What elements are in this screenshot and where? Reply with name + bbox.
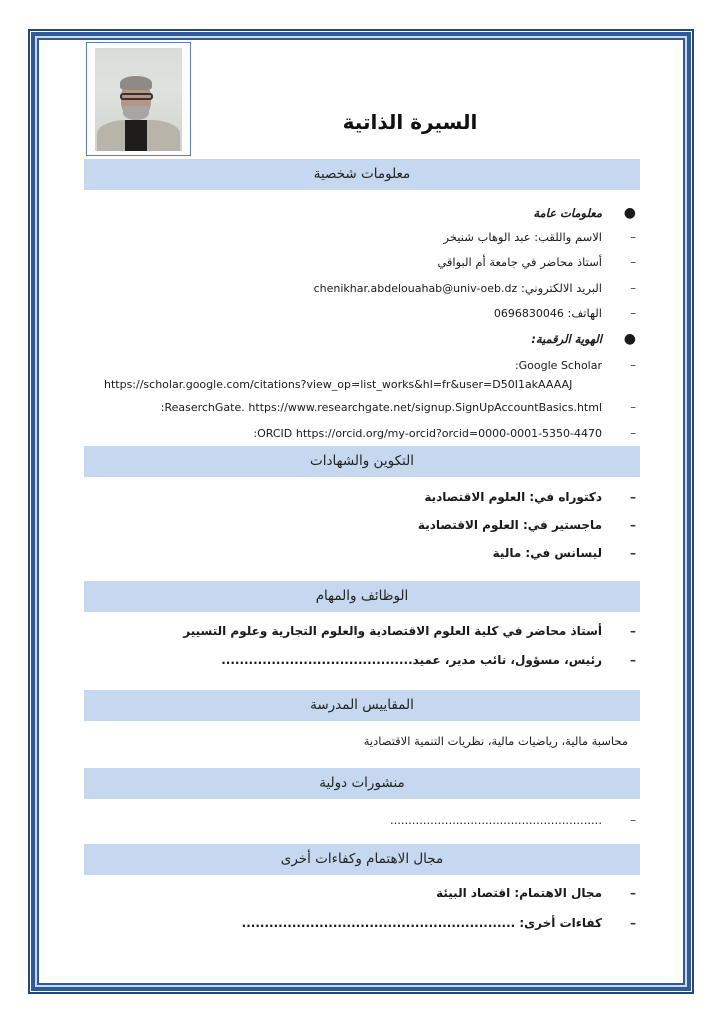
email-label: البريد الالكتروني: <box>520 281 602 295</box>
dash-icon: – <box>630 624 636 638</box>
job-text: أستاذ محاضر في كلية العلوم الاقتصادية والعلوم التجارية وعلوم التسيير <box>183 624 602 638</box>
dash-icon: – <box>630 426 636 440</box>
list-item-orcid <box>253 426 636 440</box>
dash-icon: – <box>630 916 636 930</box>
section-title: المقاييس المدرسة <box>310 697 414 713</box>
skills-text: كفاءات أخرى: ............................................................ <box>241 916 602 930</box>
list-item <box>390 813 636 827</box>
orcid-label: :ORCID <box>253 427 293 440</box>
dash-icon: – <box>630 653 636 667</box>
degree-text: دكتوراه في: العلوم الاقتصادية <box>424 490 602 504</box>
dash-icon: – <box>630 230 636 244</box>
list-item <box>424 490 636 504</box>
dash-icon: – <box>630 886 636 900</box>
degree-text: ماجستير في: العلوم الاقتصادية <box>417 518 602 532</box>
dash-icon: – <box>630 281 636 295</box>
dash-icon: – <box>630 518 636 532</box>
photo-collar <box>125 120 147 151</box>
section-title: منشورات دولية <box>319 775 405 791</box>
list-item-researchgate <box>161 400 636 414</box>
list-item <box>493 546 636 560</box>
dash-icon: – <box>630 306 636 320</box>
general-info-label: معلومات عامة <box>533 206 602 220</box>
profile-photo <box>95 48 182 151</box>
dash-icon: – <box>630 255 636 269</box>
section-header-interests <box>84 844 640 875</box>
dash-icon: – <box>630 813 636 827</box>
section-header-publications <box>84 768 640 799</box>
email-link[interactable]: chenikhar.abdelouahab@univ-oeb.dz <box>313 282 518 295</box>
section-title: التكوين والشهادات <box>310 453 414 469</box>
list-item <box>418 518 636 532</box>
list-item-position <box>437 255 636 269</box>
job-text: رئيس، مسؤول، نائب مدير، عميد.......................................... <box>221 653 602 667</box>
photo-beard <box>123 106 149 120</box>
bullet-icon: ● <box>623 205 636 221</box>
google-scholar-label: :Google Scholar <box>514 359 602 372</box>
digital-id-label: الهوية الرقمية: <box>531 332 602 346</box>
dash-icon: – <box>630 358 636 372</box>
courses-text: محاسبة مالية، رياضيات مالية، نظريات التنمية الاقتصادية <box>363 734 628 748</box>
dash-icon: – <box>630 400 636 414</box>
list-item-google-scholar <box>515 358 636 372</box>
list-item-phone <box>494 306 636 320</box>
list-item-name <box>444 230 636 244</box>
profile-photo-frame <box>86 42 191 156</box>
section-title: الوظائف والمهام <box>315 588 409 604</box>
dash-icon: – <box>630 546 636 560</box>
document-title: السيرة الذاتية <box>342 110 478 134</box>
section-title: مجال الاهتمام وكفاءات أخرى <box>280 851 444 867</box>
researchgate-link[interactable]: https://www.researchgate.net/signup.SignUpAccountBasics.html <box>248 401 602 414</box>
list-item-general <box>533 205 636 221</box>
section-header-personal <box>84 159 640 190</box>
interest-text: مجال الاهتمام: اقتصاد البيئة <box>436 886 602 900</box>
list-item <box>221 653 636 667</box>
orcid-link[interactable]: https://orcid.org/my-orcid?orcid=0000-0001-5350-4470 <box>295 427 602 440</box>
section-title: معلومات شخصية <box>313 166 411 182</box>
bullet-icon: ● <box>623 331 636 347</box>
list-item-email <box>314 281 636 295</box>
list-item-digital-id <box>531 331 636 347</box>
degree-text: ليسانس في: مالية <box>492 546 602 560</box>
section-header-jobs <box>84 581 640 612</box>
researchgate-label: :ReaserchGate. <box>160 401 245 414</box>
phone-label: الهاتف: <box>567 306 602 320</box>
list-item <box>242 916 636 930</box>
position-text: أستاذ محاضر في جامعة أم البواقي <box>437 255 602 269</box>
name-text: الاسم واللقب: عبد الوهاب شنيخر <box>443 230 602 244</box>
publication-text: .......................................................... <box>389 813 602 827</box>
list-item <box>436 886 636 900</box>
dash-icon: – <box>630 490 636 504</box>
section-header-education <box>84 446 640 477</box>
phone-number: 0696830046 <box>493 307 564 320</box>
photo-glasses <box>120 93 153 100</box>
list-item <box>183 624 636 638</box>
section-header-courses <box>84 690 640 721</box>
google-scholar-link[interactable]: https://scholar.google.com/citations?view_op=list_works&hl=fr&user=D50I1akAAAAJ <box>104 378 573 391</box>
photo-hair <box>120 76 152 90</box>
